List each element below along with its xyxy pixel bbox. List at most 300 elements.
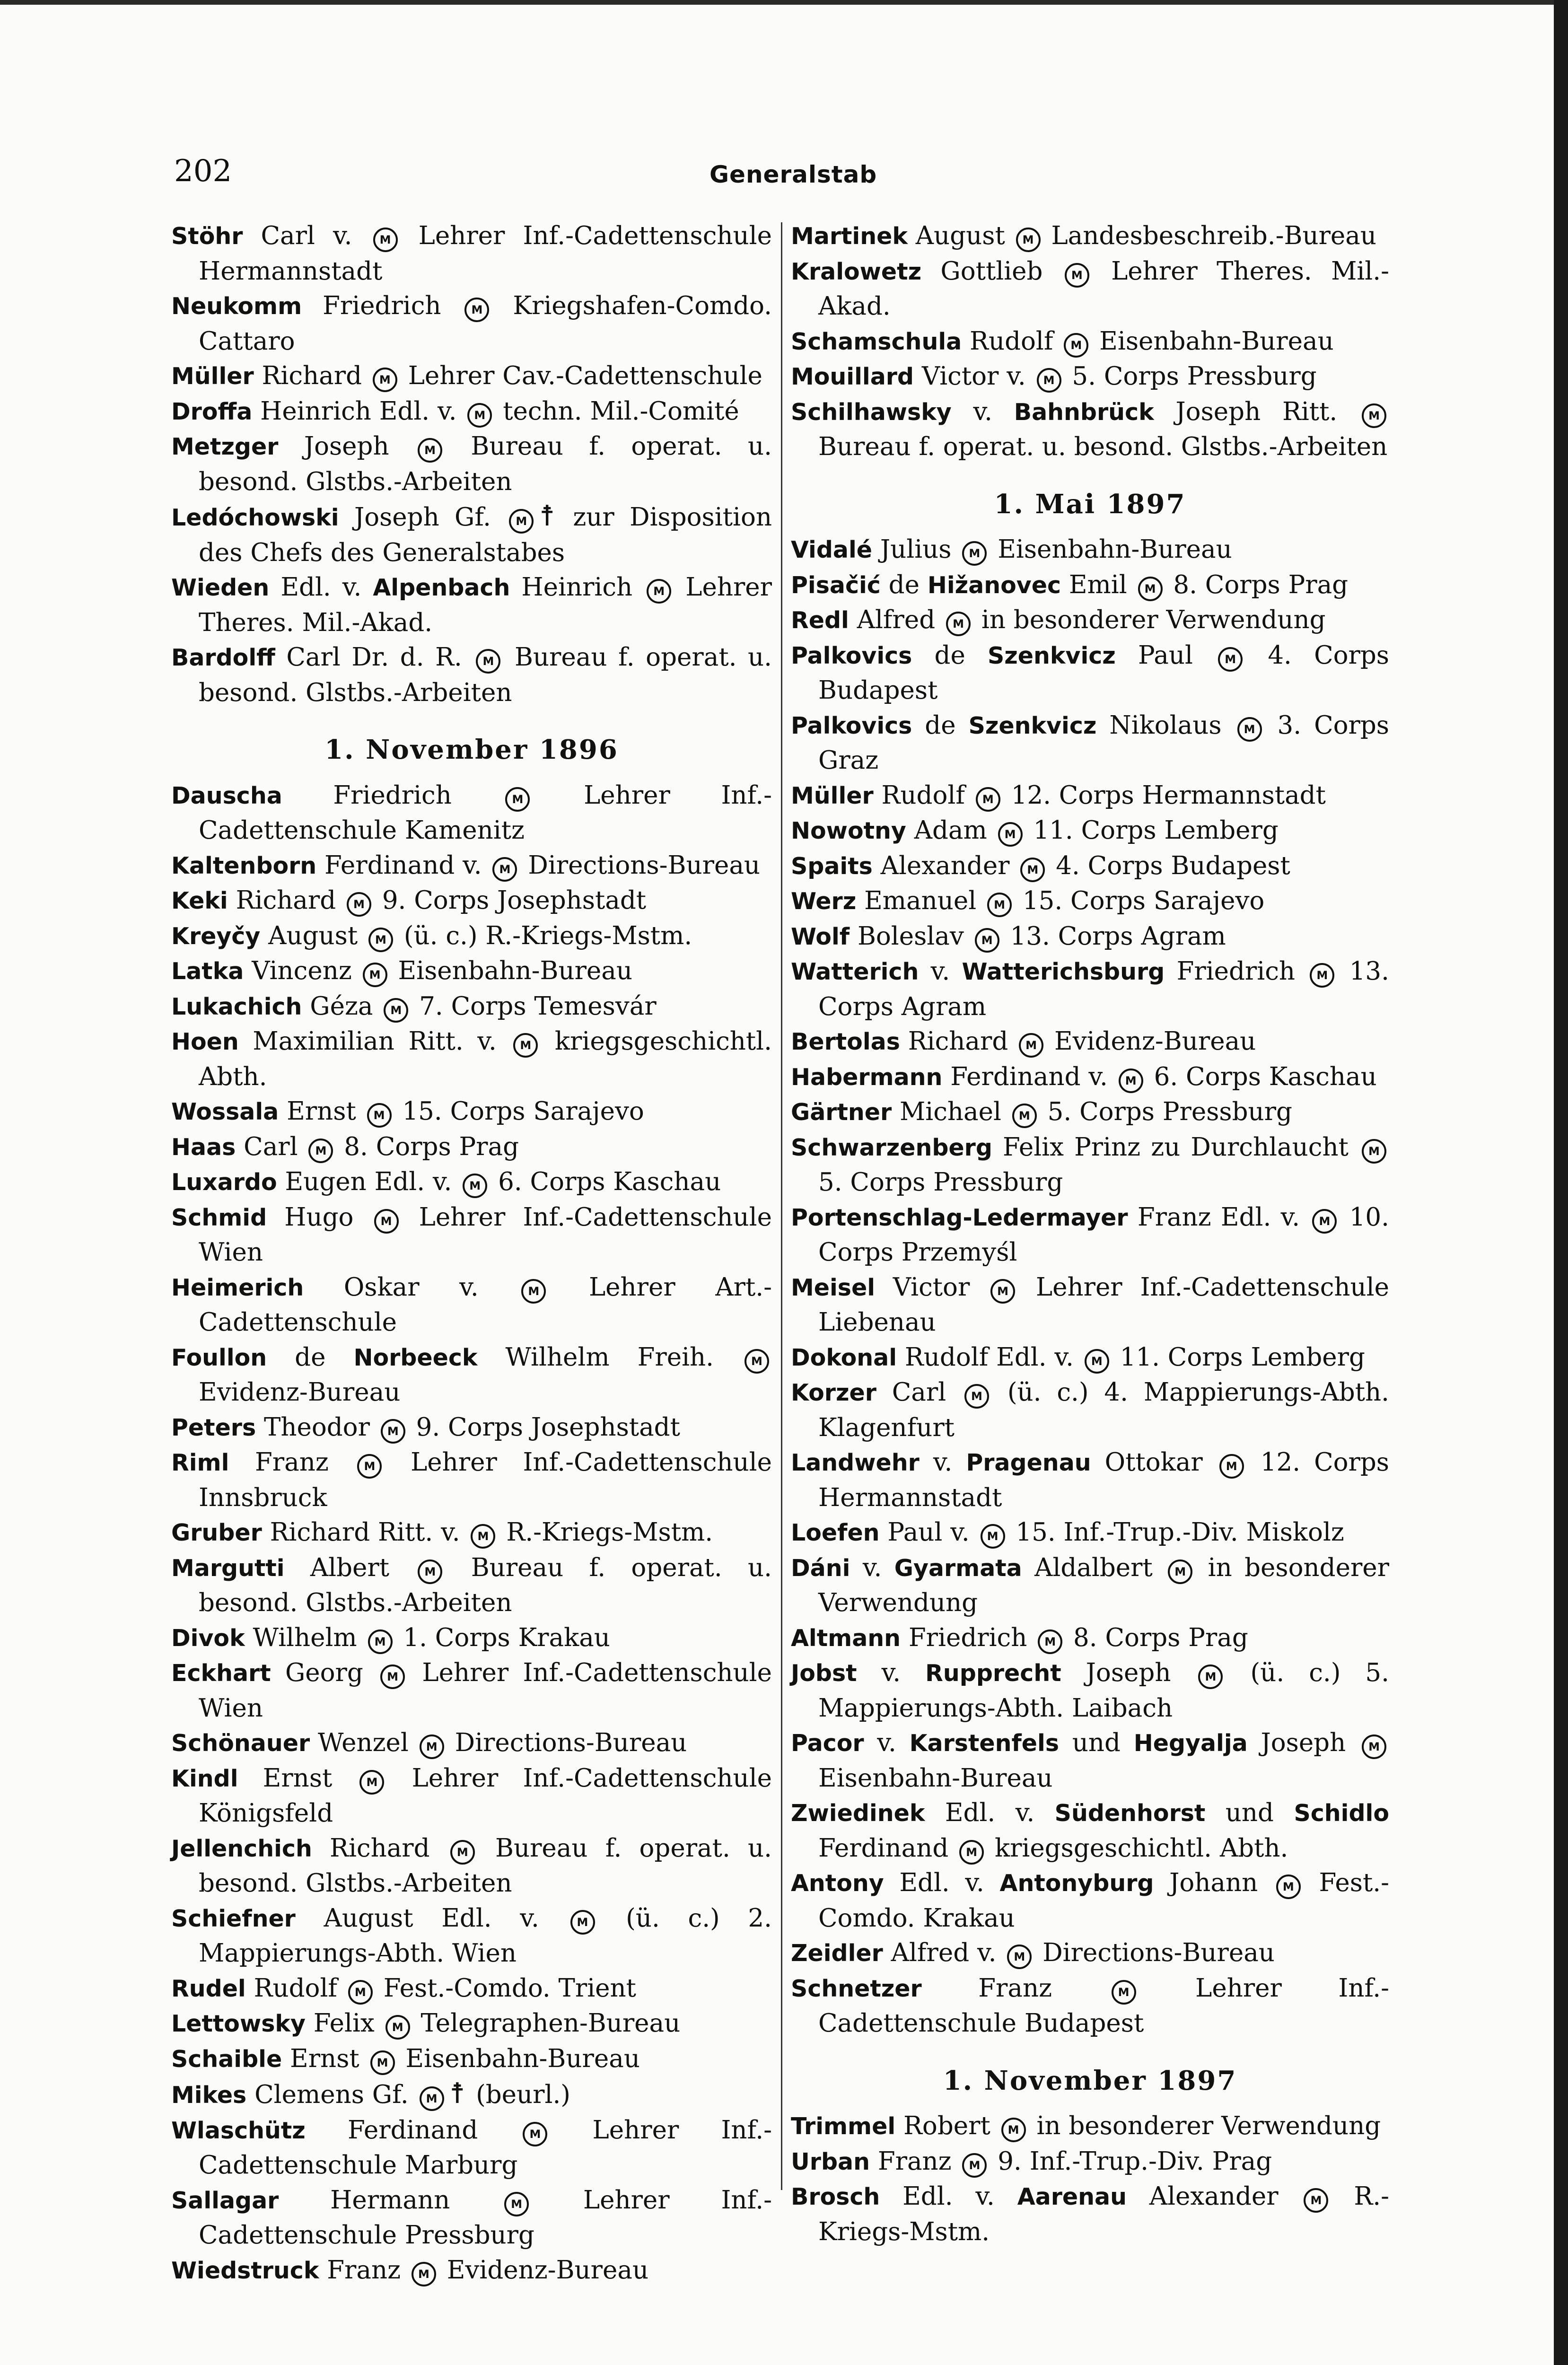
- medal-icon: M: [374, 1209, 399, 1234]
- surname: Pisačić: [791, 571, 881, 599]
- medal-icon: M: [1112, 1980, 1136, 2005]
- surname: Metzger: [171, 433, 279, 460]
- officer-entry: [171, 2183, 772, 2253]
- entry-text: Joseph Ritt.: [1154, 397, 1359, 426]
- medal-icon: M: [987, 893, 1012, 917]
- entry-text: de: [912, 640, 988, 670]
- entry-text: 6. Corps Kaschau: [490, 1167, 721, 1196]
- cross-icon: ☨: [449, 2077, 465, 2110]
- entry-text: Eisenbahn-Bureau: [1091, 326, 1334, 356]
- officer-entry: [791, 1550, 1389, 1620]
- medal-icon: M: [370, 2050, 395, 2075]
- officer-entry: [791, 919, 1389, 955]
- officer-entry: [791, 1971, 1389, 2041]
- entry-text: Eisenbahn-Bureau: [990, 535, 1232, 564]
- medal-icon: M: [384, 998, 408, 1023]
- entry-text: 6. Corps Kaschau: [1146, 1062, 1377, 1091]
- entry-text: in besonderer Verwendung: [818, 1553, 1389, 1617]
- section-heading: 1. November 1897: [943, 2065, 1237, 2096]
- medal-icon: M: [357, 1454, 382, 1479]
- surname: Ledóchowski: [171, 504, 339, 531]
- surname: Kaltenborn: [171, 852, 317, 879]
- entry-text: v.: [919, 1448, 966, 1477]
- entry-text: Eisenbahn-Bureau: [397, 2044, 640, 2073]
- officer-entry: [791, 1515, 1389, 1550]
- surname: Watterich: [791, 958, 919, 985]
- surname: Alpenbach: [373, 574, 510, 601]
- entry-text: und: [1059, 1728, 1134, 1757]
- entry-text: Aldalbert: [1022, 1553, 1165, 1582]
- entry-text: Friedrich: [282, 780, 503, 810]
- entry-text: Emanuel: [856, 886, 985, 915]
- officer-entry: [791, 1060, 1389, 1095]
- entry-text: Joseph Gf.: [339, 503, 507, 532]
- officer-entry: [171, 1094, 772, 1130]
- entry-text: Rudolf Edl. v.: [897, 1342, 1082, 1372]
- officer-entry: [171, 1445, 772, 1515]
- medal-icon: M: [420, 1734, 444, 1759]
- officer-entry: [171, 848, 772, 884]
- entry-text: Ernst: [238, 1763, 357, 1793]
- entry-text: Evidenz-Bureau: [199, 1378, 401, 1407]
- entry-text: Theodor: [256, 1412, 378, 1442]
- medal-icon: M: [1304, 2188, 1328, 2213]
- medal-icon: M: [418, 438, 442, 463]
- surname: Schwarzenberg: [791, 1134, 992, 1161]
- entry-text: Wenzel: [310, 1728, 417, 1757]
- entry-text: Edl. v.: [880, 2182, 1017, 2211]
- medal-icon: M: [976, 787, 1000, 812]
- entry-text: und: [1205, 1798, 1294, 1827]
- officer-entry: [171, 989, 772, 1025]
- entry-text: Ottokar: [1091, 1448, 1217, 1477]
- medal-icon: M: [368, 1629, 393, 1654]
- entry-text: Oskar v.: [304, 1272, 519, 1302]
- entry-text: 8. Corps Prag: [1065, 1623, 1248, 1652]
- medal-icon: M: [373, 368, 397, 392]
- surname: Wlaschütz: [171, 2117, 306, 2144]
- officer-entry: [171, 1620, 772, 1656]
- entry-text: 7. Corps Temesvár: [411, 991, 657, 1021]
- entry-text: techn. Mil.-Comité: [495, 396, 739, 426]
- medal-icon: M: [385, 2015, 410, 2040]
- surname: Gruber: [171, 1519, 262, 1546]
- surname: Margutti: [171, 1554, 285, 1582]
- officer-entry: [791, 1340, 1389, 1375]
- entry-text: Wilhelm Freih.: [477, 1342, 742, 1372]
- entry-text: (ü. c.) 4. Mappierungs-Abth. Klagenfurt: [818, 1378, 1389, 1442]
- medal-icon: M: [990, 1279, 1015, 1304]
- officer-entry: [791, 1095, 1389, 1130]
- officer-entry: [171, 1726, 772, 1761]
- medal-icon: M: [513, 1033, 538, 1058]
- entry-text: Telegraphen-Bureau: [412, 2009, 681, 2038]
- running-head: Generalstab: [710, 161, 877, 188]
- officer-entry: [171, 1270, 772, 1340]
- officer-entry: [791, 708, 1389, 778]
- surname: Pacor: [791, 1730, 864, 1757]
- surname: Norbeeck: [353, 1344, 478, 1371]
- entry-text: Evidenz-Bureau: [438, 2255, 649, 2285]
- entry-text: Carl Dr. d. R.: [275, 643, 473, 672]
- officer-entry: [791, 1375, 1389, 1445]
- surname: Altmann: [791, 1624, 901, 1652]
- medal-icon: M: [471, 1524, 495, 1549]
- surname: Mikes: [171, 2082, 247, 2109]
- entry-text: Eisenbahn-Bureau: [818, 1763, 1053, 1793]
- officer-entry: [791, 1726, 1389, 1796]
- entry-text: v.: [919, 957, 962, 986]
- entry-text: Ernst: [279, 1097, 364, 1126]
- surname: Landwehr: [791, 1449, 920, 1476]
- officer-entry: [791, 568, 1389, 603]
- entry-text: Hugo: [267, 1202, 371, 1232]
- officer-entry: [171, 1024, 772, 1094]
- surname: Wieden: [171, 574, 270, 601]
- surname: Sallagar: [171, 2187, 279, 2214]
- surname: Bertolas: [791, 1028, 900, 1055]
- entry-text: Lehrer Inf.-Cadettenschule Kamenitz: [199, 780, 772, 845]
- entry-text: Ferdinand v.: [316, 850, 490, 880]
- medal-icon: M: [570, 1910, 595, 1935]
- surname: Foullon: [171, 1344, 267, 1371]
- surname: Heimerich: [171, 1274, 304, 1301]
- entry-text: August: [907, 221, 1013, 250]
- officer-entry: [791, 954, 1389, 1024]
- surname: Kralowetz: [791, 258, 922, 285]
- medal-icon: M: [418, 1559, 442, 1584]
- surname: Pragenau: [966, 1449, 1091, 1476]
- entry-text: R.-Kriegs-Mstm.: [498, 1518, 713, 1547]
- entry-text: de: [912, 710, 969, 740]
- surname: Redl: [791, 607, 849, 634]
- surname: Eckhart: [171, 1660, 271, 1687]
- entry-text: Edl. v.: [925, 1798, 1055, 1827]
- surname: Schönauer: [171, 1730, 310, 1757]
- medal-icon: M: [1020, 858, 1045, 882]
- officer-entry: [791, 638, 1389, 708]
- medal-icon: M: [450, 1840, 475, 1865]
- medal-icon: M: [998, 822, 1023, 847]
- medal-icon: M: [381, 1419, 405, 1444]
- officer-entry: [171, 499, 772, 570]
- entry-text: Lehrer Theres. Mil.-Akad.: [818, 256, 1390, 321]
- officer-entry: [791, 1445, 1389, 1515]
- entry-text: Directions-Bureau: [447, 1728, 687, 1757]
- surname: Südenhorst: [1054, 1800, 1206, 1827]
- medal-icon: M: [1001, 2118, 1026, 2142]
- entry-text: de: [267, 1342, 354, 1372]
- entry-text: Friedrich: [901, 1623, 1035, 1652]
- surname: Vidalé: [791, 536, 873, 563]
- officer-entry: [171, 640, 772, 710]
- surname: Werz: [791, 888, 857, 915]
- entry-text: Robert: [895, 2111, 999, 2140]
- entry-text: Lehrer Inf.-Cadettenschule Pressburg: [199, 2185, 772, 2250]
- medal-icon: M: [367, 1103, 392, 1128]
- entry-text: Bureau f. operat. u. besond. Glstbs.-Arbeiten: [818, 432, 1388, 461]
- entry-text: 9. Inf.-Trup.-Div. Prag: [990, 2146, 1272, 2176]
- entry-text: Kriegshafen-Comdo. Cattaro: [199, 291, 772, 356]
- entry-text: 10. Corps Przemyśl: [818, 1202, 1389, 1267]
- medal-icon: M: [1138, 577, 1163, 601]
- surname: Nowotny: [791, 817, 906, 844]
- surname: Hižanovec: [927, 571, 1061, 599]
- entry-text: 11. Corps Lemberg: [1112, 1342, 1365, 1372]
- entry-text: Maximilian Ritt. v.: [238, 1027, 511, 1056]
- entry-text: Directions-Bureau: [520, 850, 761, 880]
- entry-text: Georg: [271, 1658, 378, 1687]
- entry-text: (ü. c.) R.-Kriegs-Mstm.: [395, 921, 692, 950]
- surname: Palkovics: [791, 712, 912, 739]
- medal-icon: M: [1168, 1559, 1192, 1584]
- entry-text: v.: [857, 1658, 926, 1687]
- officer-entry: [791, 254, 1389, 324]
- officer-entry: [171, 1901, 772, 1971]
- entry-text: Hermann: [279, 2185, 502, 2215]
- entry-text: 1. Corps Krakau: [395, 1623, 610, 1652]
- medal-icon: M: [1219, 1454, 1244, 1479]
- medal-icon: M: [492, 857, 517, 882]
- entry-text: Alfred: [849, 605, 944, 634]
- entry-text: Ferdinand v.: [942, 1062, 1116, 1091]
- surname: Luxardo: [171, 1169, 277, 1196]
- page-number: 202: [174, 154, 232, 189]
- medal-icon: M: [1198, 1664, 1223, 1689]
- medal-icon: M: [1218, 647, 1243, 672]
- entry-text: Joseph: [1061, 1658, 1196, 1687]
- surname: Loefen: [791, 1519, 880, 1546]
- officer-entry: [791, 532, 1389, 568]
- surname: Riml: [171, 1449, 229, 1476]
- surname: Zwiedinek: [791, 1800, 925, 1827]
- surname: Spaits: [791, 852, 873, 880]
- entry-text: Victor v.: [914, 362, 1034, 391]
- surname: Antonyburg: [999, 1870, 1154, 1897]
- entry-text: 15. Inf.-Trup.-Div. Miskolz: [1007, 1518, 1344, 1547]
- officer-entry: [171, 1761, 772, 1831]
- scan-edge-right: [1554, 0, 1568, 2365]
- officer-entry: [171, 1515, 772, 1550]
- surname: Karstenfels: [909, 1730, 1059, 1757]
- entry-text: Lehrer Art.-Cadettenschule: [199, 1272, 772, 1337]
- medal-icon: M: [1012, 1104, 1037, 1128]
- surname: Jellenchich: [171, 1835, 312, 1862]
- officer-entry: [171, 2113, 772, 2183]
- surname: Schiefner: [171, 1905, 296, 1932]
- medal-icon: M: [981, 1524, 1005, 1549]
- medal-icon: M: [523, 2122, 547, 2146]
- entry-text: Heinrich Edl. v.: [252, 396, 465, 426]
- entry-text: 8. Corps Prag: [336, 1132, 519, 1161]
- medal-icon: M: [463, 1174, 487, 1198]
- entry-text: Fest.-Comdo. Krakau: [818, 1868, 1389, 1933]
- entry-text: 5. Corps Pressburg: [1039, 1097, 1292, 1126]
- surname: Martinek: [791, 223, 908, 250]
- entry-text: v.: [864, 1728, 910, 1757]
- entry-text: in besonderer Verwendung: [973, 605, 1326, 634]
- surname: Lukachich: [171, 993, 302, 1020]
- section-heading: 1. November 1896: [324, 734, 619, 765]
- medal-icon: M: [467, 403, 492, 428]
- entry-text: Gottlieb: [921, 256, 1062, 286]
- medal-icon: M: [373, 228, 398, 252]
- medal-icon: M: [1065, 263, 1089, 288]
- medal-icon: M: [1310, 963, 1334, 988]
- medal-icon: M: [347, 892, 371, 917]
- entry-text: Julius: [872, 535, 960, 564]
- surname: Wiedstruck: [171, 2257, 319, 2284]
- scan-edge-top: [0, 0, 1568, 5]
- officer-entry: [171, 1831, 772, 1901]
- officer-entry: [791, 1130, 1389, 1200]
- entry-text: (beurl.): [468, 2080, 570, 2109]
- cross-icon: ☨: [539, 499, 555, 533]
- entry-text: Carl: [236, 1132, 306, 1161]
- surname: Keki: [171, 887, 228, 914]
- surname: Kreyčy: [171, 922, 261, 950]
- medal-icon: M: [464, 298, 489, 322]
- entry-text: Albert: [284, 1553, 415, 1582]
- entry-text: de: [880, 570, 928, 599]
- medal-icon: M: [1312, 1209, 1337, 1234]
- surname: Mouillard: [791, 363, 914, 390]
- entry-text: Friedrich: [1165, 957, 1307, 986]
- officer-entry: [791, 1200, 1389, 1270]
- surname: Rupprecht: [925, 1660, 1061, 1687]
- entry-text: 5. Corps Pressburg: [1064, 362, 1317, 391]
- entry-text: Lehrer Inf.-Cadettenschule Wien: [199, 1658, 772, 1723]
- medal-icon: M: [975, 928, 999, 953]
- entry-text: Géza: [302, 991, 381, 1021]
- medal-icon: M: [1362, 403, 1386, 428]
- entry-text: Michael: [892, 1097, 1009, 1126]
- medal-icon: M: [1276, 1874, 1301, 1899]
- surname: Stöhr: [171, 223, 243, 250]
- officer-entry: [171, 2076, 772, 2113]
- surname: Dauscha: [171, 782, 282, 809]
- right-column: [791, 219, 1389, 2249]
- entry-text: kriegsgeschichtl. Abth.: [199, 1027, 772, 1091]
- entry-text: 8. Corps Prag: [1165, 570, 1349, 599]
- entry-text: Lehrer Inf.-Cadettenschule Innsbruck: [199, 1448, 772, 1512]
- surname: Latka: [171, 958, 244, 985]
- surname: Szenkvicz: [968, 712, 1097, 739]
- entry-text: Lehrer Inf.-Cadettenschule Budapest: [818, 1973, 1389, 2038]
- medal-icon: M: [647, 579, 671, 604]
- medal-icon: M: [504, 2192, 529, 2216]
- entry-text: Franz: [319, 2255, 409, 2285]
- officer-entry: [791, 2109, 1389, 2144]
- entry-text: Alexander: [872, 851, 1018, 880]
- entry-text: zur Disposition des Chefs des Generalstabes: [199, 503, 772, 567]
- surname: Schmid: [171, 1204, 267, 1231]
- surname: Zeidler: [791, 1940, 883, 1967]
- surname: Jobst: [791, 1660, 857, 1687]
- entry-text: Joseph: [278, 432, 415, 461]
- entry-text: Bureau f. operat. u. besond. Glstbs.-Arbeiten: [199, 643, 772, 707]
- officer-entry: [171, 1130, 772, 1165]
- entry-text: 13. Corps Agram: [1002, 921, 1226, 951]
- surname: Dokonal: [791, 1344, 897, 1371]
- entry-text: Ferdinand: [305, 2115, 520, 2145]
- surname: Gyarmata: [894, 1554, 1022, 1582]
- medal-icon: M: [476, 649, 500, 674]
- officer-entry: [171, 289, 772, 359]
- officer-entry: [171, 2041, 772, 2077]
- section-heading: 1. Mai 1897: [994, 488, 1186, 520]
- entry-text: 3. Corps Graz: [818, 710, 1389, 775]
- surname: Brosch: [791, 2183, 880, 2210]
- entry-text: Paul: [1115, 640, 1216, 670]
- entry-text: Bureau f. operat. u. besond. Glstbs.-Arbeiten: [199, 1833, 772, 1898]
- medal-icon: M: [521, 1279, 546, 1304]
- surname: Trimmel: [791, 2113, 896, 2140]
- entry-text: Rudolf: [873, 780, 973, 810]
- officer-entry: [791, 778, 1389, 814]
- officer-entry: [791, 1936, 1389, 1971]
- entry-text: Franz: [229, 1448, 355, 1477]
- surname: Hegyalja: [1133, 1730, 1248, 1757]
- medal-icon: M: [962, 2153, 987, 2178]
- entry-text: 4. Corps Budapest: [1048, 851, 1290, 880]
- medal-icon: M: [363, 963, 387, 987]
- entry-text: 15. Corps Sarajevo: [394, 1097, 644, 1126]
- surname: Haas: [171, 1133, 236, 1161]
- entry-text: Richard: [228, 886, 344, 915]
- officer-entry: [791, 219, 1389, 254]
- entry-text: Lehrer Inf.-Cadettenschule Hermannstadt: [199, 221, 772, 286]
- officer-entry: [791, 849, 1389, 884]
- entry-text: Emil: [1061, 570, 1135, 599]
- entry-text: Franz: [921, 1973, 1109, 2003]
- officer-entry: [171, 394, 772, 429]
- officer-entry: [791, 2179, 1389, 2249]
- entry-text: Franz Edl. v.: [1128, 1202, 1310, 1232]
- entry-text: 11. Corps Lemberg: [1025, 816, 1279, 845]
- officer-entry: [791, 1866, 1389, 1936]
- entry-text: Landesbeschreib.-Bureau: [1043, 221, 1377, 250]
- officer-entry: [791, 1024, 1389, 1060]
- entry-text: Boleslav: [850, 921, 972, 951]
- entry-text: Alexander: [1126, 2182, 1301, 2211]
- medal-icon: M: [1038, 1629, 1062, 1654]
- surname: Schnetzer: [791, 1975, 922, 2002]
- entry-text: Franz: [869, 2146, 960, 2176]
- surname: Wossala: [171, 1098, 279, 1125]
- surname: Dáni: [791, 1554, 850, 1582]
- medal-icon: M: [1085, 1349, 1109, 1374]
- column-divider: [781, 222, 782, 2190]
- officer-entry: [171, 954, 772, 989]
- officer-entry: [171, 2006, 772, 2041]
- entry-text: 5. Corps Pressburg: [818, 1168, 1063, 1197]
- entry-text: 4. Corps Budapest: [818, 640, 1389, 705]
- officer-entry: [791, 359, 1389, 394]
- medal-icon: M: [1016, 228, 1041, 252]
- entry-text: Joseph: [1247, 1728, 1359, 1757]
- entry-text: Friedrich: [302, 291, 462, 320]
- surname: Meisel: [791, 1274, 875, 1301]
- surname: Bahnbrück: [1014, 398, 1154, 426]
- officer-entry: [171, 570, 772, 640]
- surname: Kindl: [171, 1765, 238, 1792]
- surname: Divok: [171, 1624, 245, 1652]
- surname: Schaible: [171, 2045, 282, 2073]
- medal-icon: M: [420, 2086, 444, 2111]
- officer-entry: [171, 883, 772, 919]
- entry-text: Johann: [1154, 1868, 1273, 1897]
